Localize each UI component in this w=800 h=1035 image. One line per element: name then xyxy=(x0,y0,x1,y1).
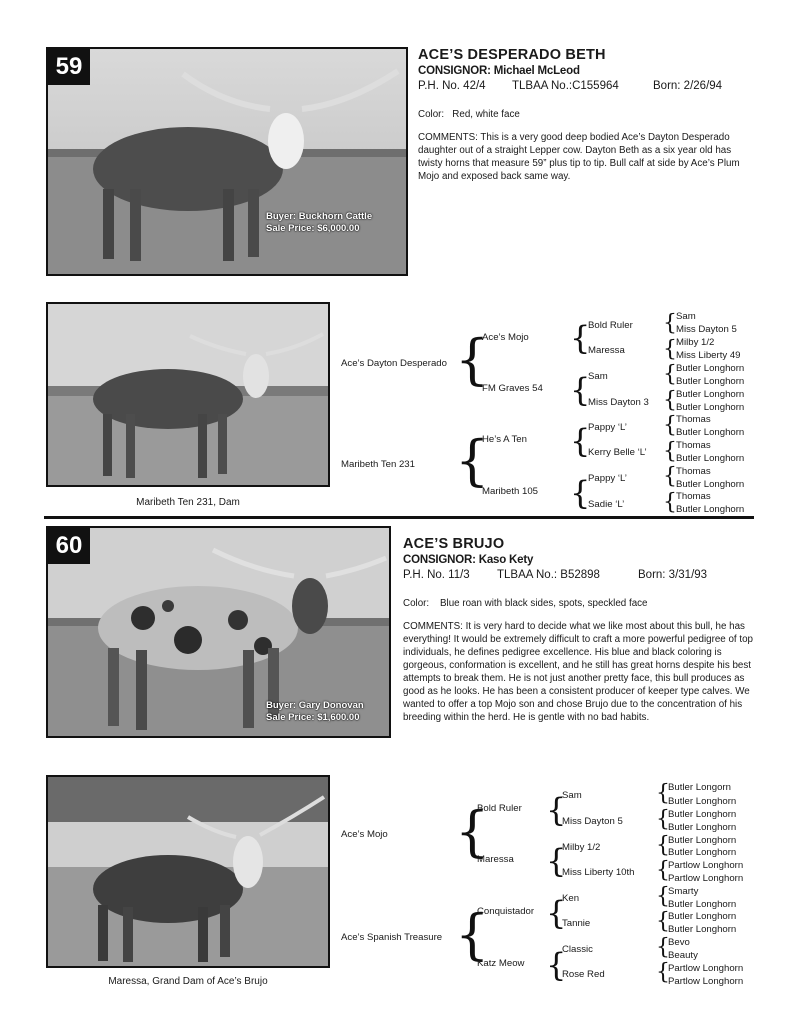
pedigree-g4: Thomas xyxy=(676,440,711,451)
pedigree-g3: Milby 1/2 xyxy=(562,842,601,853)
pedigree-brace: { xyxy=(663,311,677,336)
pedigree-brace: { xyxy=(546,791,567,829)
lot60-grand-dam-caption: Maressa, Grand Dam of Ace’s Brujo xyxy=(108,976,268,987)
lot-number-badge: 60 xyxy=(48,528,90,564)
pedigree-g4: Bevo xyxy=(668,937,690,948)
pedigree-g2: Maribeth 105 xyxy=(482,486,538,497)
pedigree-g4: Butler Longhorn xyxy=(668,847,737,858)
lot59-dam-caption: Maribeth Ten 231, Dam xyxy=(136,497,240,508)
pedigree-brace: { xyxy=(455,429,490,492)
pedigree-brace: { xyxy=(570,371,591,409)
pedigree-brace: { xyxy=(546,946,567,984)
pedigree-brace: { xyxy=(455,800,490,863)
lot59-comments: COMMENTS: This is a very good deep bodied Ace’s Dayton Desperado daughter out of a straight Lepper cow. Dayton Beth as a six year old has twisty horns that measure 59” plus tip to tip. Bull calf at side by Ace’s Plum Mojo and exposed back same way. xyxy=(418,132,740,182)
pedigree-sire: Ace’s Dayton Desperado xyxy=(341,358,447,369)
pedigree-g4: Butler Longhorn xyxy=(676,504,745,515)
pedigree-g3: Maressa xyxy=(588,345,625,356)
pedigree-g4: Milby 1/2 xyxy=(676,337,715,348)
pedigree-g4: Butler Longhorn xyxy=(668,899,737,910)
pedigree-brace: { xyxy=(663,337,677,362)
pedigree-brace: { xyxy=(455,903,490,966)
pedigree-g4: Butler Longhorn xyxy=(676,402,745,413)
pedigree-brace: { xyxy=(656,781,670,806)
lot60-comments: COMMENTS: It is very hard to decide what we like most about this bull, he has everything! It would be extremely difficult to craft a more powerful pedigree of top individuals, he defines pedigree excellence. His blue and black coloring is gorgeous, conformation is excellent, and he still has great horns despite his best attempts to break them. He is not just another pretty face, this bull produces as good as he looks. He has been a consistent producer of keeper type calves. We wanted to offer a top Mojo son and chose Brujo due to the concentration of his breeding within the herd. He is gentle with no bad habits. xyxy=(403,621,753,723)
pedigree-brace: { xyxy=(656,858,670,883)
pedigree-g4: Partlow Longhorn xyxy=(668,963,744,974)
pedigree-brace: { xyxy=(656,909,670,934)
pedigree-g4: Butler Longhorn xyxy=(668,835,737,846)
pedigree-dam: Maribeth Ten 231 xyxy=(341,459,415,470)
lot59-photo xyxy=(46,47,408,276)
pedigree-brace: { xyxy=(663,413,677,438)
pedigree-brace: { xyxy=(570,422,591,460)
buyer-label xyxy=(266,700,364,724)
pedigree-g2: Katz Meow xyxy=(477,958,525,969)
pedigree-brace: { xyxy=(546,842,567,880)
pedigree-g3: Sam xyxy=(588,371,608,382)
buyer-name: Buyer: Buckhorn Cattle xyxy=(266,211,373,222)
lot60-grand-dam-photo xyxy=(46,775,330,968)
pedigree-g4: Butler Longorn xyxy=(668,782,731,793)
pedigree-g4: Butler Longhorn xyxy=(676,427,745,438)
buyer-name: Buyer: Gary Donovan xyxy=(266,700,364,711)
pedigree-brace: { xyxy=(663,388,677,413)
lot60-consignor: CONSIGNOR: Kaso Kety xyxy=(403,554,534,566)
pedigree-g4: Butler Longhorn xyxy=(676,363,745,374)
pedigree-g4: Thomas xyxy=(676,414,711,425)
pedigree-g3: Sam xyxy=(562,790,582,801)
pedigree-g4: Butler Longhorn xyxy=(668,809,737,820)
lot60-color: Color: Blue roan with black sides, spots, speckled face xyxy=(403,598,648,609)
pedigree-g3: Classic xyxy=(562,944,593,955)
lot60-tlbaa-number: TLBAA No.: B52898 xyxy=(497,569,600,581)
pedigree-g3: Tannie xyxy=(562,918,591,929)
pedigree-g4: Butler Longhorn xyxy=(668,924,737,935)
pedigree-sire: Ace’s Mojo xyxy=(341,829,388,840)
lot59-born: Born: 2/26/94 xyxy=(653,80,723,92)
pedigree-g4: Thomas xyxy=(676,466,711,477)
pedigree-brace: { xyxy=(455,328,490,391)
pedigree-brace: { xyxy=(656,935,670,960)
pedigree-brace: { xyxy=(570,319,591,357)
pedigree-brace: { xyxy=(656,960,670,985)
pedigree-g4: Butler Longhorn xyxy=(676,479,745,490)
pedigree-g4: Butler Longhorn xyxy=(676,376,745,387)
lot60-ph-number: P.H. No. 11/3 xyxy=(403,569,470,581)
pedigree-g4: Butler Longhorn xyxy=(668,822,737,833)
cow-photo-illustration xyxy=(48,777,328,966)
pedigree-g3: Rose Red xyxy=(562,969,605,980)
lot59-color: Color: Red, white face xyxy=(418,109,520,120)
pedigree-g2: Bold Ruler xyxy=(477,803,522,814)
lot-number-badge: 59 xyxy=(48,49,90,85)
pedigree-g4: Partlow Longhorn xyxy=(668,976,744,987)
pedigree-g4: Partlow Longhorn xyxy=(668,873,744,884)
pedigree-g4: Butler Longhorn xyxy=(676,389,745,400)
lot60-born: Born: 3/31/93 xyxy=(638,569,708,581)
pedigree-g2: Ace’s Mojo xyxy=(482,332,529,343)
pedigree-brace: { xyxy=(663,439,677,464)
pedigree-brace: { xyxy=(656,833,670,858)
pedigree-g2: FM Graves 54 xyxy=(482,383,543,394)
cow-photo-illustration xyxy=(48,49,406,274)
pedigree-brace: { xyxy=(663,490,677,515)
pedigree-brace: { xyxy=(663,362,677,387)
pedigree-brace: { xyxy=(656,807,670,832)
pedigree-g4: Sam xyxy=(676,311,696,322)
pedigree-g4: Smarty xyxy=(668,886,699,897)
pedigree-g3: Bold Ruler xyxy=(588,320,633,331)
pedigree-dam: Ace’s Spanish Treasure xyxy=(341,932,443,943)
pedigree-g4: Partlow Longhorn xyxy=(668,860,744,871)
cow-photo-illustration xyxy=(48,304,328,485)
lot59-ph-number: P.H. No. 42/4 xyxy=(418,80,486,92)
pedigree-g2: Maressa xyxy=(477,854,514,865)
pedigree-g3: Sadie ‘L’ xyxy=(588,499,625,510)
pedigree-g3: Miss Dayton 5 xyxy=(562,816,623,827)
pedigree-g4: Beauty xyxy=(668,950,698,961)
sale-price: Sale Price: $6,000.00 xyxy=(266,223,360,234)
pedigree-g4: Butler Longhorn xyxy=(668,911,737,922)
pedigree-g4: Miss Dayton 5 xyxy=(676,324,737,335)
lot59-dam-photo xyxy=(46,302,330,487)
pedigree-brace: { xyxy=(546,894,567,932)
pedigree-brace: { xyxy=(570,474,591,512)
pedigree-g3: Miss Liberty 10th xyxy=(562,867,635,878)
pedigree-g3: Ken xyxy=(562,893,580,904)
pedigree-g3: Miss Dayton 3 xyxy=(588,397,649,408)
pedigree-g3: Kerry Belle ‘L’ xyxy=(588,447,647,458)
pedigree-brace: { xyxy=(656,884,670,909)
pedigree-g4: Miss Liberty 49 xyxy=(676,350,741,361)
pedigree-g2: Conquistador xyxy=(477,906,535,917)
lot59-title: ACE’S DESPERADO BETH xyxy=(418,47,606,63)
pedigree-g2: He’s A Ten xyxy=(482,434,527,445)
pedigree-g3: Pappy ‘L’ xyxy=(588,473,627,484)
pedigree-g3: Pappy ‘L’ xyxy=(588,422,627,433)
lot60-title: ACE’S BRUJO xyxy=(403,536,505,552)
pedigree-g4: Thomas xyxy=(676,491,711,502)
pedigree-brace: { xyxy=(663,464,677,489)
pedigree-g4: Butler Longhorn xyxy=(668,796,737,807)
lot59-consignor: CONSIGNOR: Michael McLeod xyxy=(418,65,580,77)
lot60-photo xyxy=(46,526,391,738)
sale-price: Sale Price: $1,600.00 xyxy=(266,712,360,723)
lot-divider xyxy=(44,516,754,519)
pedigree-g4: Butler Longhorn xyxy=(676,453,745,464)
buyer-label xyxy=(266,211,372,235)
lot59-tlbaa-number: TLBAA No.:C155964 xyxy=(512,80,619,92)
